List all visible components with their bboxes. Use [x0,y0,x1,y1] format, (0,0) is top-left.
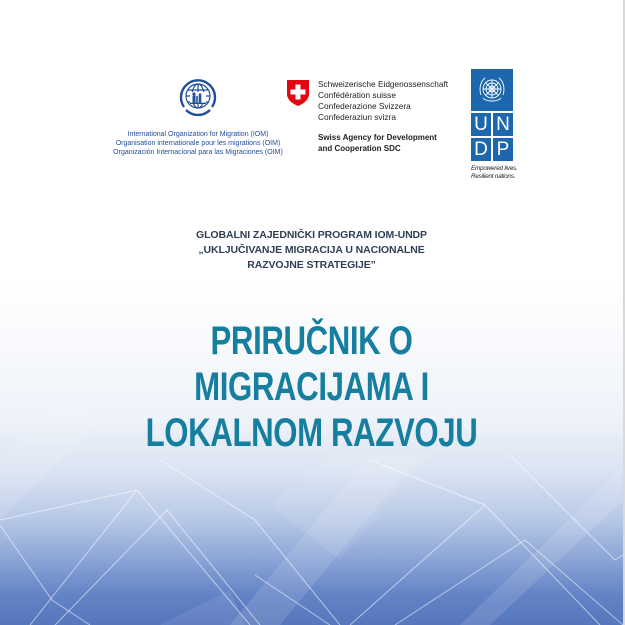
title-line-2: MIGRACIJAMA I [194,365,429,409]
sdc-agency-name [318,132,448,154]
undp-letter-n: N [493,113,513,136]
iom-name-es: Organización Internacional para las Migraciones (OIM) [113,149,283,156]
undp-letter-p: P [493,138,513,161]
program-line-3: RAZVOJNE STRATEGIJE” [247,259,376,271]
document-title [0,318,623,456]
undp-logo-block [471,69,518,180]
undp-letter-d: D [471,138,491,161]
program-line-1: GLOBALNI ZAJEDNIČKI PROGRAM IOM-UNDP [196,229,427,241]
swiss-name-fr: Confédération suisse [318,90,396,100]
undp-tagline-1: Empowered lives. [471,165,518,172]
sdc-line-2: and Cooperation SDC [318,144,401,153]
iom-name-en: International Organization for Migration (IOM) [127,131,269,138]
iom-logo-block [100,76,296,157]
title-line-3: LOKALNOM RAZVOJU [145,411,478,455]
swiss-name-rm: Confederaziun svizra [318,112,396,122]
swiss-confederation-block [318,79,448,154]
undp-tagline-2: Resilient nations. [471,172,516,180]
swiss-cross-shield-icon [286,79,310,107]
un-emblem-icon [471,69,513,111]
program-line-2: „UKLJUČIVANJE MIGRACIJA U NACIONALNE [198,244,425,256]
iom-globe-family-icon [177,76,219,118]
swiss-name-it: Confederazione Svizzera [318,101,411,111]
title-line-1: PRIRUČNIK O [210,319,413,363]
swiss-name-de: Schweizerische Eidgenossenschaft [318,79,449,89]
iom-name-lines [100,130,296,157]
undp-letter-u: U [471,113,491,136]
undp-letter-grid [471,113,513,161]
iom-name-fr: Organisation internationale pour les migrations (OIM) [115,140,281,147]
program-subtitle [0,228,623,273]
sdc-line-1: Swiss Agency for Development [318,133,437,142]
